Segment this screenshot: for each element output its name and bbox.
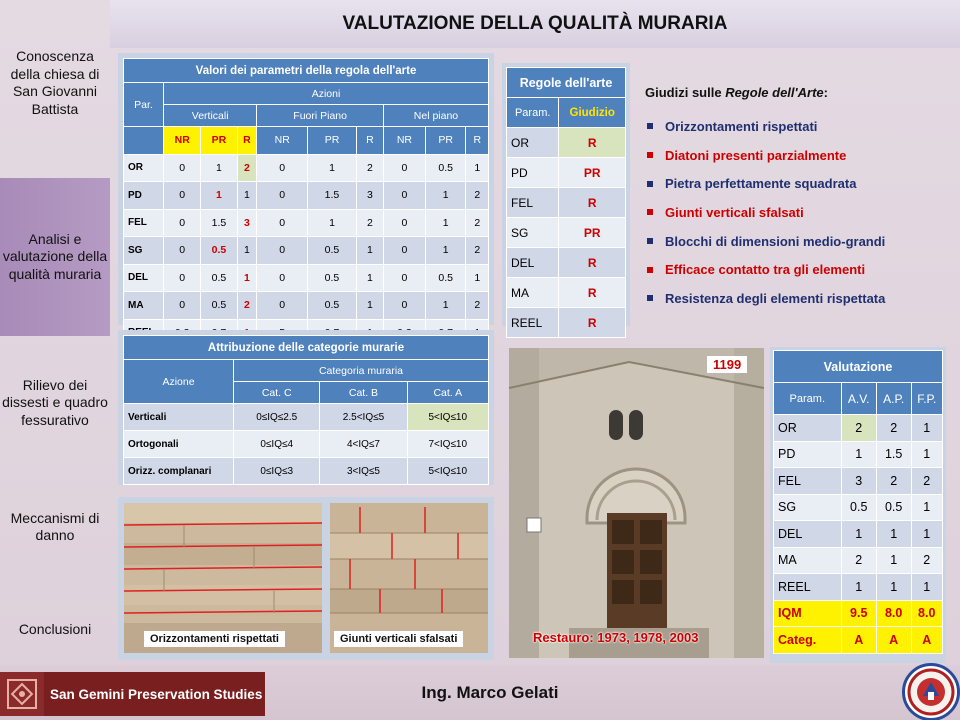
valutazione-value: 1 xyxy=(911,415,943,442)
valutazione-value: 2 xyxy=(876,468,911,495)
subheader-cell: NR xyxy=(164,127,201,155)
valutazione-param: SG xyxy=(774,494,842,521)
param-value: 0 xyxy=(164,182,201,210)
valutazione-value: 0.5 xyxy=(876,494,911,521)
param-value: 1 xyxy=(466,154,489,182)
categoria-range: 2.5<IQ≤5 xyxy=(320,404,407,431)
regole-param: DEL xyxy=(507,248,559,278)
valutazione-title: Valutazione xyxy=(774,351,943,383)
cat-header: Cat. A xyxy=(407,382,488,404)
group-header: Verticali xyxy=(164,105,257,127)
params-row xyxy=(124,237,489,265)
categorie-panel xyxy=(118,330,494,485)
valutazione-categ-value: A xyxy=(841,627,876,654)
param-name: DEL xyxy=(124,264,164,292)
bullet-icon xyxy=(647,238,653,244)
sidebar-item-conoscenza[interactable] xyxy=(0,36,110,130)
regole-giudizio: PR xyxy=(559,218,626,248)
categoria-row xyxy=(124,458,489,485)
giudizio-item xyxy=(645,198,955,227)
valutazione-value: 2 xyxy=(876,415,911,442)
valutazione-row xyxy=(774,415,943,442)
giudizio-item xyxy=(645,255,955,284)
valutazione-categ-row xyxy=(774,627,943,654)
valutazione-param: MA xyxy=(774,547,842,574)
params-row xyxy=(124,209,489,237)
regole-giudizio: PR xyxy=(559,158,626,188)
valutazione-iqm-label: IQM xyxy=(774,600,842,627)
regole-giudizio: R xyxy=(559,188,626,218)
param-value: 0.5 xyxy=(201,264,237,292)
valutazione-value: 1 xyxy=(841,521,876,548)
regole-param: FEL xyxy=(507,188,559,218)
param-value: 0 xyxy=(383,237,425,265)
regole-row xyxy=(507,158,626,188)
param-name: FEL xyxy=(124,209,164,237)
regole-param: REEL xyxy=(507,308,559,338)
param-value: 0 xyxy=(383,182,425,210)
church-year: 1199 xyxy=(707,356,747,373)
caption-giunti: Giunti verticali sfalsati xyxy=(334,631,463,647)
sidebar-item-rilievo[interactable] xyxy=(0,358,110,448)
param-value: 0 xyxy=(257,209,308,237)
author-name: Ing. Marco Gelati xyxy=(421,683,559,702)
valutazione-row xyxy=(774,494,943,521)
regole-giudizio: R xyxy=(559,308,626,338)
param-value: 2 xyxy=(356,154,383,182)
param-value: 0 xyxy=(164,264,201,292)
regole-row xyxy=(507,218,626,248)
valutazione-row xyxy=(774,547,943,574)
giudizio-text: Giunti verticali sfalsati xyxy=(665,204,804,220)
categoria-row xyxy=(124,431,489,458)
azione-label: Ortogonali xyxy=(124,431,234,458)
sidebar-item-meccanismi[interactable] xyxy=(0,500,110,554)
param-value: 1.5 xyxy=(201,209,237,237)
categoria-range: 0≤IQ≤3 xyxy=(234,458,320,485)
param-value: 1 xyxy=(308,154,357,182)
param-value: 1 xyxy=(308,209,357,237)
params-row xyxy=(124,264,489,292)
param-value: 2 xyxy=(466,292,489,320)
param-value: 1 xyxy=(356,237,383,265)
categoria-range: 7<IQ≤10 xyxy=(407,431,488,458)
giudizio-item xyxy=(645,227,955,256)
valutazione-value: 1 xyxy=(911,521,943,548)
page-title: VALUTAZIONE DELLA QUALITÀ MURARIA xyxy=(110,0,960,48)
param-value: 1 xyxy=(425,292,466,320)
bullet-icon xyxy=(647,267,653,273)
valutazione-categ-value: A xyxy=(911,627,943,654)
param-value: 1 xyxy=(356,264,383,292)
param-value: 1 xyxy=(425,237,466,265)
giudizio-text: Pietra perfettamente squadrata xyxy=(665,176,857,192)
param-value: 2 xyxy=(356,209,383,237)
giudizio-text: Resistenza degli elementi rispettata xyxy=(665,290,886,306)
valutazione-value: 1.5 xyxy=(876,441,911,468)
subheader-cell: NR xyxy=(257,127,308,155)
categoria-header: Categoria muraria xyxy=(234,360,489,382)
valutazione-value: 1 xyxy=(841,574,876,601)
giudizi-list xyxy=(645,85,955,313)
azione-header: Azione xyxy=(124,360,234,404)
valutazione-value: 2 xyxy=(911,547,943,574)
param-value: 0.5 xyxy=(425,264,466,292)
valutazione-param: FEL xyxy=(774,468,842,495)
param-name: PD xyxy=(124,182,164,210)
bullet-icon xyxy=(647,181,653,187)
group-header: Fuori Piano xyxy=(257,105,384,127)
logo-text: San Gemini Preservation Studies xyxy=(50,686,263,702)
valutazione-row xyxy=(774,441,943,468)
param-value: 1 xyxy=(356,292,383,320)
sidebar-item-label: Analisi e valutazione della qualità muraria xyxy=(2,230,108,282)
valutazione-header: A.P. xyxy=(876,383,911,415)
params-table-title: Valori dei parametri della regola dell'arte xyxy=(124,59,489,83)
regole-param: PD xyxy=(507,158,559,188)
param-name: OR xyxy=(124,154,164,182)
param-value: 2 xyxy=(466,182,489,210)
valutazione-value: 1 xyxy=(911,494,943,521)
categoria-range: 0≤IQ≤2.5 xyxy=(234,404,320,431)
azioni-header: Azioni xyxy=(164,83,489,105)
regole-title: Regole dell'arte xyxy=(507,68,626,98)
sidebar-item-label: Conclusioni xyxy=(18,621,92,638)
param-value: 1 xyxy=(237,182,257,210)
valutazione-value: 2 xyxy=(841,547,876,574)
giudizio-item xyxy=(645,112,955,141)
param-value: 2 xyxy=(237,292,257,320)
giudizio-text: Efficace contatto tra gli elementi xyxy=(665,262,866,278)
azione-label: Orizz. complanari xyxy=(124,458,234,485)
valutazione-iqm-row xyxy=(774,600,943,627)
giudizio-item xyxy=(645,141,955,170)
param-value: 1 xyxy=(425,182,466,210)
param-value: 0.5 xyxy=(308,237,357,265)
valutazione-categ-value: A xyxy=(876,627,911,654)
valutazione-iqm-value: 8.0 xyxy=(876,600,911,627)
valutazione-value: 2 xyxy=(911,468,943,495)
valutazione-value: 1 xyxy=(876,547,911,574)
valutazione-table xyxy=(773,350,943,654)
params-panel xyxy=(118,53,494,325)
valutazione-categ-label: Categ. xyxy=(774,627,842,654)
regole-param-header: Param. xyxy=(507,98,559,128)
valutazione-param: OR xyxy=(774,415,842,442)
valutazione-param: DEL xyxy=(774,521,842,548)
param-value: 0.5 xyxy=(201,237,237,265)
regole-param: SG xyxy=(507,218,559,248)
param-value: 0 xyxy=(383,292,425,320)
valutazione-value: 1 xyxy=(876,574,911,601)
bullet-icon xyxy=(647,295,653,301)
param-value: 1 xyxy=(466,264,489,292)
giudizi-heading: Giudizi sulle Regole dell'Arte: xyxy=(645,85,828,100)
giudizio-text: Blocchi di dimensioni medio-grandi xyxy=(665,233,886,249)
params-row xyxy=(124,182,489,210)
param-value: 0 xyxy=(164,292,201,320)
regole-giudizio-header: Giudizio xyxy=(559,98,626,128)
regole-param: OR xyxy=(507,128,559,158)
param-value: 0.5 xyxy=(201,292,237,320)
params-row xyxy=(124,154,489,182)
regole-row xyxy=(507,128,626,158)
regole-giudizio: R xyxy=(559,128,626,158)
param-value: 1 xyxy=(201,182,237,210)
sidebar-item-conclusioni[interactable] xyxy=(0,612,110,648)
church-facade-image xyxy=(509,348,764,658)
param-value: 3 xyxy=(237,209,257,237)
caption-orizzontamenti: Orizzontamenti rispettati xyxy=(144,631,285,647)
categorie-title: Attribuzione delle categorie murarie xyxy=(124,336,489,360)
group-header: Nel piano xyxy=(383,105,488,127)
regole-row xyxy=(507,308,626,338)
sidebar-item-label: Rilievo dei dissesti e quadro fessurativo xyxy=(2,376,108,428)
sidebar-nav xyxy=(0,0,110,665)
param-value: 0 xyxy=(164,237,201,265)
param-value: 0 xyxy=(164,209,201,237)
bullet-icon xyxy=(647,152,653,158)
param-value: 0 xyxy=(383,154,425,182)
param-value: 1 xyxy=(201,154,237,182)
cat-header: Cat. C xyxy=(234,382,320,404)
masonry-photo-right xyxy=(330,503,488,653)
valutazione-value: 1 xyxy=(841,441,876,468)
subheader-cell: NR xyxy=(383,127,425,155)
param-value: 0 xyxy=(164,154,201,182)
valutazione-iqm-value: 9.5 xyxy=(841,600,876,627)
giudizio-text: Diatoni presenti parzialmente xyxy=(665,147,847,163)
regole-row xyxy=(507,278,626,308)
param-value: 3 xyxy=(356,182,383,210)
cat-header: Cat. B xyxy=(320,382,407,404)
param-value: 0 xyxy=(257,292,308,320)
par-header: Par. xyxy=(124,83,164,127)
church-photo xyxy=(509,348,764,658)
categoria-range: 5<IQ≤10 xyxy=(407,458,488,485)
param-value: 1.5 xyxy=(308,182,357,210)
categoria-range: 5<IQ≤10 xyxy=(407,404,488,431)
sidebar-item-label: Meccanismi di danno xyxy=(10,509,100,543)
param-value: 0 xyxy=(257,264,308,292)
bullet-icon xyxy=(647,123,653,129)
subheader-cell: PR xyxy=(308,127,357,155)
categoria-range: 4<IQ≤7 xyxy=(320,431,407,458)
valutazione-value: 1 xyxy=(876,521,911,548)
params-row xyxy=(124,292,489,320)
regole-giudizio: R xyxy=(559,248,626,278)
param-value: 0 xyxy=(257,237,308,265)
subheader-cell: R xyxy=(237,127,257,155)
param-value: 0 xyxy=(257,182,308,210)
param-value: 0 xyxy=(257,154,308,182)
masonry-photos-panel xyxy=(118,497,494,660)
sidebar-item-label: Conoscenza della chiesa di San Giovanni Battista xyxy=(10,48,100,117)
valutazione-panel xyxy=(770,347,946,663)
subheader-row xyxy=(124,127,489,155)
valutazione-value: 2 xyxy=(841,415,876,442)
params-table xyxy=(123,58,489,347)
valutazione-param: PD xyxy=(774,441,842,468)
valutazione-iqm-value: 8.0 xyxy=(911,600,943,627)
bullet-icon xyxy=(647,209,653,215)
param-value: 1 xyxy=(237,264,257,292)
subheader-cell: R xyxy=(466,127,489,155)
valutazione-row xyxy=(774,468,943,495)
subheader-cell: R xyxy=(356,127,383,155)
param-value: 0 xyxy=(383,264,425,292)
masonry-photo-left xyxy=(124,503,322,653)
param-value: 2 xyxy=(237,154,257,182)
giudizio-item xyxy=(645,169,955,198)
valutazione-value: 0.5 xyxy=(841,494,876,521)
param-value: 0 xyxy=(383,209,425,237)
sidebar-item-analisi[interactable] xyxy=(0,178,110,336)
university-seal-icon xyxy=(902,663,960,720)
giudizio-item xyxy=(645,284,955,313)
subheader-cell: PR xyxy=(425,127,466,155)
param-value: 1 xyxy=(425,209,466,237)
param-value: 2 xyxy=(466,209,489,237)
valutazione-row xyxy=(774,521,943,548)
sgps-logo xyxy=(0,672,265,716)
regole-table xyxy=(506,67,626,338)
restauro-caption: Restauro: 1973, 1978, 2003 xyxy=(533,630,699,645)
param-name: MA xyxy=(124,292,164,320)
valutazione-header: Param. xyxy=(774,383,842,415)
valutazione-param: REEL xyxy=(774,574,842,601)
categorie-table xyxy=(123,335,489,485)
regole-row xyxy=(507,248,626,278)
param-name: SG xyxy=(124,237,164,265)
param-value: 1 xyxy=(237,237,257,265)
regole-param: MA xyxy=(507,278,559,308)
regole-row xyxy=(507,188,626,218)
categoria-row xyxy=(124,404,489,431)
subheader-cell: PR xyxy=(201,127,237,155)
valutazione-header: A.V. xyxy=(841,383,876,415)
categoria-range: 0≤IQ≤4 xyxy=(234,431,320,458)
valutazione-row xyxy=(774,574,943,601)
valutazione-header: F.P. xyxy=(911,383,943,415)
categoria-range: 3<IQ≤5 xyxy=(320,458,407,485)
regole-giudizio: R xyxy=(559,278,626,308)
param-value: 0.5 xyxy=(425,154,466,182)
azione-label: Verticali xyxy=(124,404,234,431)
regole-panel xyxy=(502,63,630,330)
valutazione-value: 1 xyxy=(911,441,943,468)
valutazione-value: 3 xyxy=(841,468,876,495)
param-value: 0.5 xyxy=(308,292,357,320)
giudizio-text: Orizzontamenti rispettati xyxy=(665,118,818,134)
logo-emblem-icon xyxy=(0,672,44,716)
param-value: 2 xyxy=(466,237,489,265)
param-value: 0.5 xyxy=(308,264,357,292)
valutazione-value: 1 xyxy=(911,574,943,601)
